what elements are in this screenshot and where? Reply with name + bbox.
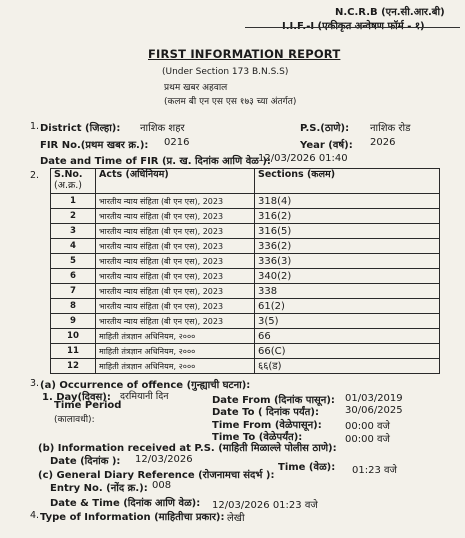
gd-reference-label: (c) General Diary Reference (रोजनामचा संदर्भ ):	[38, 470, 275, 481]
gd-datetime-value: 12/03/2026 01:23 वजे	[212, 500, 318, 511]
fir-datetime-label: Date and Time of FIR (प्र. ख. दिनांक आणि वेळ ):	[40, 156, 271, 167]
date-from-value: 01/03/2019	[345, 393, 403, 404]
district-label: District (जिल्हा):	[40, 123, 121, 134]
row-sno: 5	[51, 254, 96, 269]
info-type-label: Type of Information (माहितीचा प्रकार):	[40, 512, 225, 523]
row-sno: 11	[51, 344, 96, 359]
table-row	[51, 344, 440, 359]
fir-value: 0216	[164, 137, 190, 148]
row-section: 336(2)	[255, 239, 440, 254]
ncrb-header: N.C.R.B (एन.सी.आर.बी)	[335, 7, 445, 18]
header-sno: S.No. (अ.क्र.)	[51, 169, 96, 194]
table-row	[51, 284, 440, 299]
table-row	[51, 359, 440, 374]
subtitle-line3: (कलम बी एन एस एस १७३ च्या अंतर्गत)	[164, 97, 297, 107]
header-acts: Acts (अधिनियम)	[96, 169, 255, 194]
row-section: ६६(ड)	[255, 359, 440, 374]
row-act: भारतीय न्याय संहिता (बी एन एस), 2023	[96, 194, 255, 209]
table-row	[51, 314, 440, 329]
fir-label: FIR No.(प्रथम खबर क्र.):	[40, 140, 149, 151]
row-act: भारतीय न्याय संहिता (बी एन एस), 2023	[96, 284, 255, 299]
day-value: दरमियानी दिन	[120, 391, 169, 402]
row-sno: 7	[51, 284, 96, 299]
table-row	[51, 329, 440, 344]
date-from-label: Date From (दिनांक पासून):	[212, 395, 335, 406]
day-label: 1. Day(दिवस):	[42, 392, 111, 403]
section1-number: 1.	[30, 121, 40, 132]
section4-number: 4.	[30, 510, 40, 521]
time-period-label: Time Period	[54, 400, 122, 411]
time-from-value: 00:00 वजे	[345, 421, 390, 432]
row-act: भारतीय न्याय संहिता (बी एन एस), 2023	[96, 254, 255, 269]
table-header-row	[51, 169, 440, 194]
row-sno: 9	[51, 314, 96, 329]
row-section: 340(2)	[255, 269, 440, 284]
row-act: भारतीय न्याय संहिता (बी एन एस), 2023	[96, 209, 255, 224]
info-date-value: 12/03/2026	[135, 454, 193, 465]
row-section: 316(5)	[255, 224, 440, 239]
info-time-value: 01:23 वजे	[352, 465, 397, 476]
row-act: भारतीय न्याय संहिता (बी एन एस), 2023	[96, 314, 255, 329]
district-value: नाशिक शहर	[140, 123, 185, 134]
acts-sections-table	[50, 168, 440, 374]
row-sno: 1	[51, 194, 96, 209]
fir-datetime-value: 12/03/2026 01:40	[258, 153, 348, 164]
row-act: माहिती तंत्रज्ञान अधिनियम, २०००	[96, 359, 255, 374]
row-sno: 4	[51, 239, 96, 254]
ps-label: P.S.(ठाणे):	[300, 123, 350, 134]
table-row	[51, 269, 440, 284]
table-row	[51, 254, 440, 269]
section2-number: 2.	[30, 170, 40, 181]
ps-value: नाशिक रोड	[370, 123, 411, 134]
entry-no-label: Entry No. (नोंद क्र.):	[50, 483, 148, 494]
info-date-label: Date (दिनांक ):	[50, 456, 121, 467]
section3-number: 3.	[30, 378, 40, 389]
row-section: 66(C)	[255, 344, 440, 359]
row-act: भारतीय न्याय संहिता (बी एन एस), 2023	[96, 299, 255, 314]
header-sections: Sections (कलम)	[255, 169, 440, 194]
header-divider	[245, 27, 460, 28]
row-sno: 8	[51, 299, 96, 314]
row-sno: 2	[51, 209, 96, 224]
time-to-value: 00:00 वजे	[345, 434, 390, 445]
gd-datetime-label: Date & Time (दिनांक आणि वेळ):	[50, 498, 201, 509]
info-received-label: (b) Information received at P.S. (माहिती मिळाल्ले पोलीस ठाणे):	[38, 443, 337, 454]
info-type-value: लेखी	[227, 513, 245, 524]
row-section: 61(2)	[255, 299, 440, 314]
row-act: माहिती तंत्रज्ञान अधिनियम, २०००	[96, 344, 255, 359]
row-act: भारतीय न्याय संहिता (बी एन एस), 2023	[96, 239, 255, 254]
row-section: 338	[255, 284, 440, 299]
table-row	[51, 239, 440, 254]
row-section: 336(3)	[255, 254, 440, 269]
subtitle-line1: (Under Section 173 B.N.S.S)	[162, 67, 289, 77]
row-section: 316(2)	[255, 209, 440, 224]
time-to-label: Time To (वेळेपर्यंत):	[212, 432, 303, 443]
info-time-label: Time (वेळ):	[278, 462, 336, 473]
row-section: 3(5)	[255, 314, 440, 329]
entry-no-value: 008	[152, 480, 172, 491]
time-period-sublabel: (कालावधी):	[54, 415, 95, 425]
row-sno: 3	[51, 224, 96, 239]
row-sno: 12	[51, 359, 96, 374]
year-label: Year (वर्ष):	[300, 140, 353, 151]
date-to-value: 30/06/2025	[345, 405, 403, 416]
row-act: भारतीय न्याय संहिता (बी एन एस), 2023	[96, 269, 255, 284]
row-act: माहिती तंत्रज्ञान अधिनियम, २०००	[96, 329, 255, 344]
subtitle-line2: प्रथम खबर अहवाल	[164, 83, 228, 93]
time-from-label: Time From (वेळेपासून):	[212, 420, 322, 431]
table-row	[51, 194, 440, 209]
row-sno: 6	[51, 269, 96, 284]
row-act: भारतीय न्याय संहिता (बी एन एस), 2023	[96, 224, 255, 239]
row-section: 318(4)	[255, 194, 440, 209]
table-row	[51, 209, 440, 224]
table-row	[51, 299, 440, 314]
date-to-label: Date To ( दिनांक पर्यंत):	[212, 407, 319, 418]
row-sno: 10	[51, 329, 96, 344]
iif-header: I.I.F.-I (एकीकृत अन्वेषण फॉर्म - १)	[282, 21, 425, 32]
row-section: 66	[255, 329, 440, 344]
year-value: 2026	[370, 137, 396, 148]
occurrence-label: (a) Occurrence of offence (गुन्ह्याची घटना):	[40, 380, 251, 391]
page-title: FIRST INFORMATION REPORT	[148, 47, 341, 61]
table-row	[51, 224, 440, 239]
